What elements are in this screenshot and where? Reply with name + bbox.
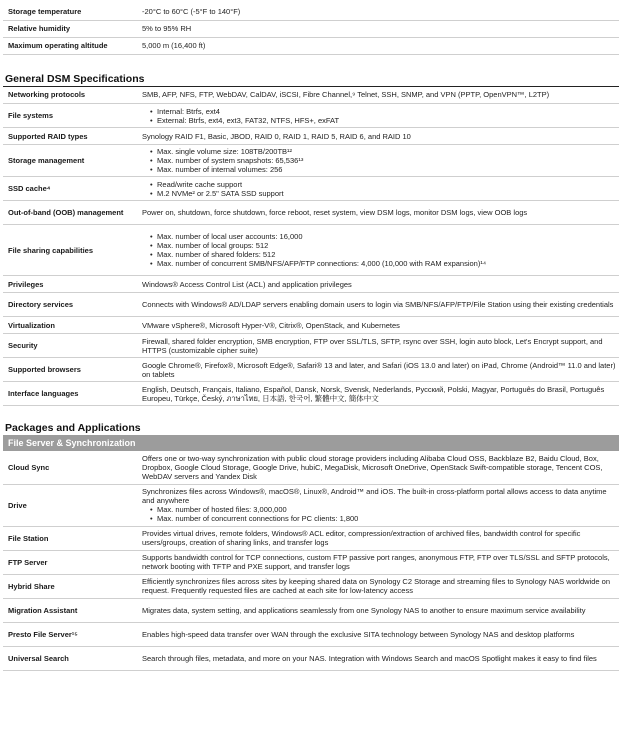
row-value: -20°C to 60°C (-5°F to 140°F) <box>139 3 619 20</box>
subsection-banner: File Server & Synchronization <box>3 435 619 451</box>
table-row <box>3 177 619 201</box>
row-label: FTP Server <box>3 550 139 574</box>
table-row <box>3 451 619 484</box>
packages-table <box>3 451 619 671</box>
row-value: Windows® Access Control List (ACL) and application privileges <box>139 276 619 293</box>
row-label: Virtualization <box>3 317 139 334</box>
list-item: • M.2 NVMe² or 2.5" SATA SSD support <box>150 189 616 198</box>
list-item: • Internal: Btrfs, ext4 <box>150 107 616 116</box>
row-value <box>139 145 619 177</box>
row-value: Power on, shutdown, force shutdown, force reboot, reset system, view DSM logs, monitor DSM logs, view OOB logs <box>139 201 619 225</box>
list-item: • Max. number of concurrent connections for PC clients: 1,800 <box>150 514 616 523</box>
row-value: Connects with Windows® AD/LDAP servers enabling domain users to login via SMB/NFS/AFP/FTP/File Station using their existing credentials <box>139 293 619 317</box>
row-label: Storage management <box>3 145 139 177</box>
row-label: Out-of-band (OOB) management <box>3 201 139 225</box>
row-value: SMB, AFP, NFS, FTP, WebDAV, CalDAV, iSCSI, Fibre Channel,⁹ Telnet, SSH, SNMP, and VPN (PPTP, OpenVPN™, L2TP) <box>139 87 619 104</box>
row-label: Drive <box>3 484 139 526</box>
row-label: Supported RAID types <box>3 128 139 145</box>
bullet-list <box>142 107 616 125</box>
table-row <box>3 128 619 145</box>
spec-sheet <box>0 3 624 671</box>
table-row <box>3 317 619 334</box>
table-row <box>3 276 619 293</box>
row-label: Interface languages <box>3 382 139 406</box>
table-row <box>3 3 619 20</box>
table-row <box>3 201 619 225</box>
row-label: Security <box>3 334 139 358</box>
row-label: Migration Assistant <box>3 598 139 622</box>
bullet-list <box>142 180 616 198</box>
row-value: Migrates data, system setting, and applications seamlessly from one Synology NAS to another to ensure maximum service availability <box>139 598 619 622</box>
list-item: • Max. number of system snapshots: 65,536¹³ <box>150 156 616 165</box>
row-value: VMware vSphere®, Microsoft Hyper-V®, Citrix®, OpenStack, and Kubernetes <box>139 317 619 334</box>
list-item: • Max. number of shared folders: 512 <box>150 250 616 259</box>
row-label: Relative humidity <box>3 20 139 37</box>
section-heading-dsm: General DSM Specifications <box>3 73 619 87</box>
list-item: • Max. number of hosted files: 3,000,000 <box>150 505 616 514</box>
table-row <box>3 104 619 128</box>
row-value: Supports bandwidth control for TCP connections, custom FTP passive port ranges, anonymous FTP, FTP over TLS/SSL and SFTP protocols, network booting with TFTP and PXE support, and transfer logs <box>139 550 619 574</box>
row-label: Networking protocols <box>3 87 139 104</box>
row-label: File systems <box>3 104 139 128</box>
table-row <box>3 622 619 646</box>
row-label: File sharing capabilities <box>3 225 139 276</box>
row-value: Synology RAID F1, Basic, JBOD, RAID 0, RAID 1, RAID 5, RAID 6, and RAID 10 <box>139 128 619 145</box>
row-value: Efficiently synchronizes files across sites by keeping shared data on Synology C2 Storage and streaming files to Synology NAS worldwide on request. Frequently requested files are cached at each site for low-latency access <box>139 574 619 598</box>
table-row <box>3 37 619 54</box>
table-row <box>3 574 619 598</box>
row-label: Hybrid Share <box>3 574 139 598</box>
table-row <box>3 145 619 177</box>
bullet-list <box>142 505 616 523</box>
bullet-list <box>142 147 616 174</box>
row-value <box>139 104 619 128</box>
row-value: 5% to 95% RH <box>139 20 619 37</box>
row-label: SSD cache⁴ <box>3 177 139 201</box>
row-value <box>139 484 619 526</box>
table-row <box>3 20 619 37</box>
table-row <box>3 87 619 104</box>
row-description: Synchronizes files across Windows®, macOS®, Linux®, Android™ and iOS. The built-in cross-platform portal allows access to data anytime and anywhere <box>142 487 607 505</box>
row-value: Firewall, shared folder encryption, SMB encryption, FTP over SSL/TLS, SFTP, rsync over SSH, login auto block, Let's Encrypt support, and HTTPS (customizable cipher suite) <box>139 334 619 358</box>
table-row <box>3 550 619 574</box>
row-label: Universal Search <box>3 646 139 670</box>
row-value: Google Chrome®, Firefox®, Microsoft Edge®, Safari® 13 and later, and Safari (iOS 13.0 and later) on iPad, Chrome (Android™ 11.0 and later) on tablets <box>139 358 619 382</box>
table-row <box>3 293 619 317</box>
row-value: Offers one or two-way synchronization with public cloud storage providers including Alibaba Cloud OSS, Backblaze B2, Baidu Cloud, Box, Dropbox, Google Cloud Storage, Google Drive, hubiC, MegaDisk, Microsoft OneDrive, OpenStack Swift-compatible storage, Tencent COS, WebDAV servers and Yandex Disk <box>139 451 619 484</box>
row-label: Privileges <box>3 276 139 293</box>
table-row <box>3 598 619 622</box>
dsm-spec-table <box>3 87 619 407</box>
list-item: • External: Btrfs, ext4, ext3, FAT32, NTFS, HFS+, exFAT <box>150 116 616 125</box>
bullet-list <box>142 232 616 268</box>
row-value: Search through files, metadata, and more on your NAS. Integration with Windows Search and macOS Spotlight makes it easy to find files <box>139 646 619 670</box>
row-label: File Station <box>3 526 139 550</box>
list-item: • Read/write cache support <box>150 180 616 189</box>
row-label: Directory services <box>3 293 139 317</box>
row-value: Enables high-speed data transfer over WAN through the exclusive SITA technology between Synology NAS and desktop platforms <box>139 622 619 646</box>
list-item: • Max. number of concurrent SMB/NFS/AFP/FTP connections: 4,000 (10,000 with RAM expansion)¹⁴ <box>150 259 616 268</box>
table-row <box>3 382 619 406</box>
list-item: • Max. number of local groups: 512 <box>150 241 616 250</box>
row-value: English, Deutsch, Français, Italiano, Español, Dansk, Norsk, Svensk, Nederlands, Русский, Polski, Magyar, Português do Brasil, Português Europeu, Türkçe, Český, ภาษาไทย, 日本語, 한국어, 繁體中文, 簡体中文 <box>139 382 619 406</box>
row-value <box>139 225 619 276</box>
table-row <box>3 646 619 670</box>
row-value: Provides virtual drives, remote folders, Windows® ACL editor, compression/extraction of archived files, bandwidth control for specific users/groups, creation of sharing links, and transfer logs <box>139 526 619 550</box>
table-row <box>3 484 619 526</box>
table-row <box>3 225 619 276</box>
list-item: • Max. number of local user accounts: 16,000 <box>150 232 616 241</box>
row-value <box>139 177 619 201</box>
row-value: 5,000 m (16,400 ft) <box>139 37 619 54</box>
environment-table <box>3 3 619 55</box>
row-label: Presto File Server¹⁵ <box>3 622 139 646</box>
list-item: • Max. number of internal volumes: 256 <box>150 165 616 174</box>
table-row <box>3 334 619 358</box>
table-row <box>3 358 619 382</box>
row-label: Cloud Sync <box>3 451 139 484</box>
section-heading-packages: Packages and Applications <box>5 422 141 434</box>
row-label: Storage temperature <box>3 3 139 20</box>
list-item: • Max. single volume size: 108TB/200TB¹² <box>150 147 616 156</box>
table-row <box>3 526 619 550</box>
row-label: Maximum operating altitude <box>3 37 139 54</box>
row-label: Supported browsers <box>3 358 139 382</box>
